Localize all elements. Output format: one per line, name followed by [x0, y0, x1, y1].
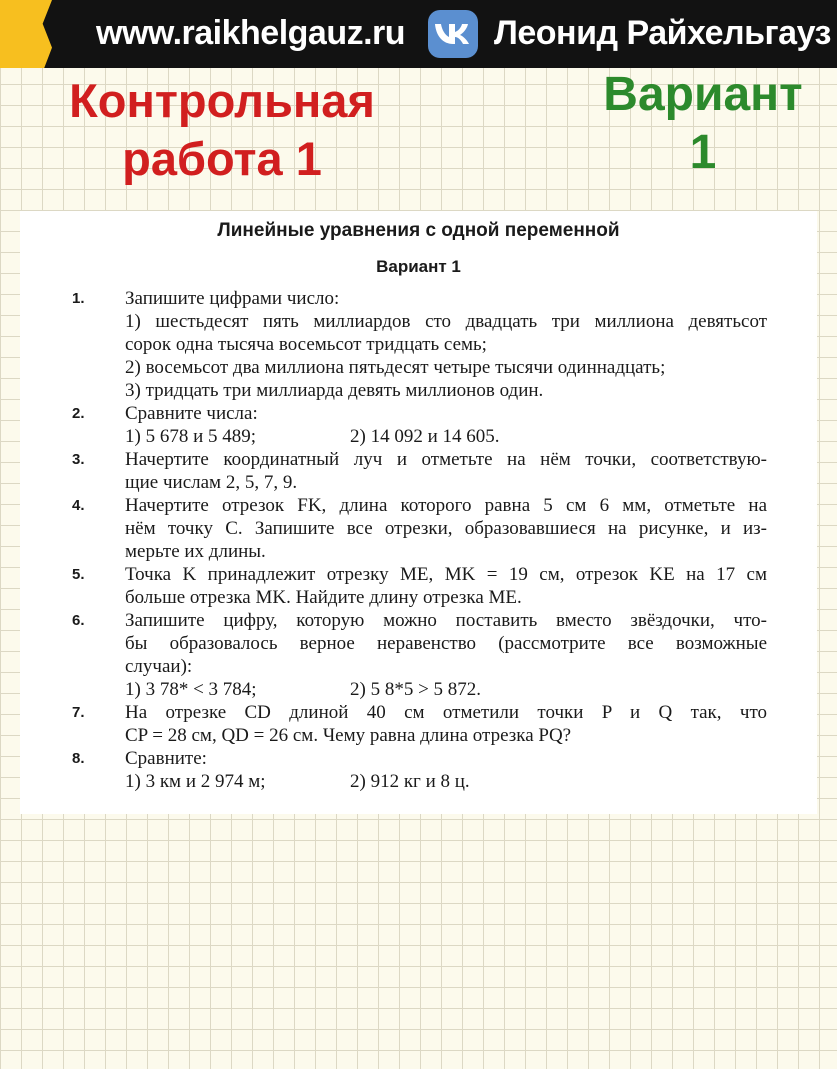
task-text: бы образовалось верное неравенство (рассмотрите все возможные	[125, 633, 767, 654]
variant-badge-line2: 1	[689, 126, 717, 179]
task-text: 1) шестьдесят пять миллиардов сто двадцать три миллиона девятьсот	[125, 311, 767, 332]
corner-decoration	[0, 0, 52, 68]
site-url[interactable]: www.raikhelgauz.ru	[96, 14, 406, 52]
worksheet-variant: Вариант 1	[376, 257, 461, 276]
task-option: 2) 14 092 и 14 605.	[350, 426, 500, 447]
task-6	[20, 609, 817, 701]
task-5	[20, 563, 817, 609]
task-answer-pair	[20, 425, 817, 448]
task-text: Начертите координатный луч и отметьте на нём точки, соответствую-	[125, 449, 767, 470]
task-option: 1) 5 678 и 5 489;	[125, 426, 257, 447]
task-option: 1) 3 78* < 3 784;	[125, 679, 257, 700]
task-list	[20, 287, 817, 793]
task-3	[20, 448, 817, 494]
task-text: 2) восемьсот два миллиона пятьдесят четыре тысячи одиннадцать;	[125, 357, 666, 378]
variant-badge-line1: Вариант	[603, 68, 803, 121]
task-text: Запишите цифрами число:	[125, 288, 340, 309]
task-text: больше отрезка MK. Найдите длину отрезка ME.	[125, 587, 522, 608]
task-text: 3) тридцать три миллиарда девять миллионов один.	[125, 380, 544, 401]
author-name[interactable]: Леонид Райхельгауз	[494, 14, 831, 52]
variant-badge	[585, 66, 821, 182]
task-number: 2.	[72, 405, 85, 422]
task-number: 6.	[72, 612, 85, 629]
task-text: сорок одна тысяча восемьсот тридцать семь;	[125, 334, 487, 355]
task-option: 2) 912 кг и 8 ц.	[350, 771, 470, 792]
task-text: щие числам 2, 5, 7, 9.	[125, 472, 298, 493]
task-text: Запишите цифру, которую можно поставить вместо звёздочки, что-	[125, 610, 767, 631]
task-number: 3.	[72, 451, 85, 468]
task-text: случаи):	[125, 656, 193, 677]
task-text: мерьте их длины.	[125, 541, 266, 562]
test-title	[22, 72, 422, 188]
test-title-line2: работа 1	[122, 132, 322, 185]
worksheet	[20, 211, 817, 814]
test-title-line1: Контрольная	[69, 74, 375, 127]
task-4	[20, 494, 817, 563]
task-text: Сравните числа:	[125, 403, 258, 424]
task-7	[20, 701, 817, 747]
task-option: 2) 5 8*5 > 5 872.	[350, 679, 482, 700]
task-number: 5.	[72, 566, 85, 583]
worksheet-title: Линейные уравнения с одной переменной	[217, 220, 620, 241]
task-answer-pair	[20, 770, 817, 793]
top-bar	[0, 0, 837, 68]
vk-logo-icon[interactable]	[428, 10, 478, 58]
task-text: нём точку C. Запишите все отрезки, образовавшиеся на рисунке, и из-	[125, 518, 767, 539]
task-text: Точка K принадлежит отрезку ME, MK = 19 см, отрезок KE на 17 см	[125, 564, 767, 585]
task-number: 1.	[72, 290, 85, 307]
task-text: На отрезке CD длиной 40 см отметили точки P и Q так, что	[125, 702, 767, 723]
task-number: 7.	[72, 704, 85, 721]
task-text: Сравните:	[125, 748, 207, 769]
task-8	[20, 747, 817, 793]
task-answer-pair	[20, 678, 817, 701]
task-option: 1) 3 км и 2 974 м;	[125, 771, 266, 792]
task-number: 4.	[72, 497, 85, 514]
task-text: Начертите отрезок FK, длина которого равна 5 см 6 мм, отметьте на	[125, 495, 767, 516]
task-text: CP = 28 см, QD = 26 см. Чему равна длина отрезка PQ?	[125, 725, 572, 746]
task-number: 8.	[72, 750, 85, 767]
task-1	[20, 287, 817, 402]
task-2	[20, 402, 817, 448]
